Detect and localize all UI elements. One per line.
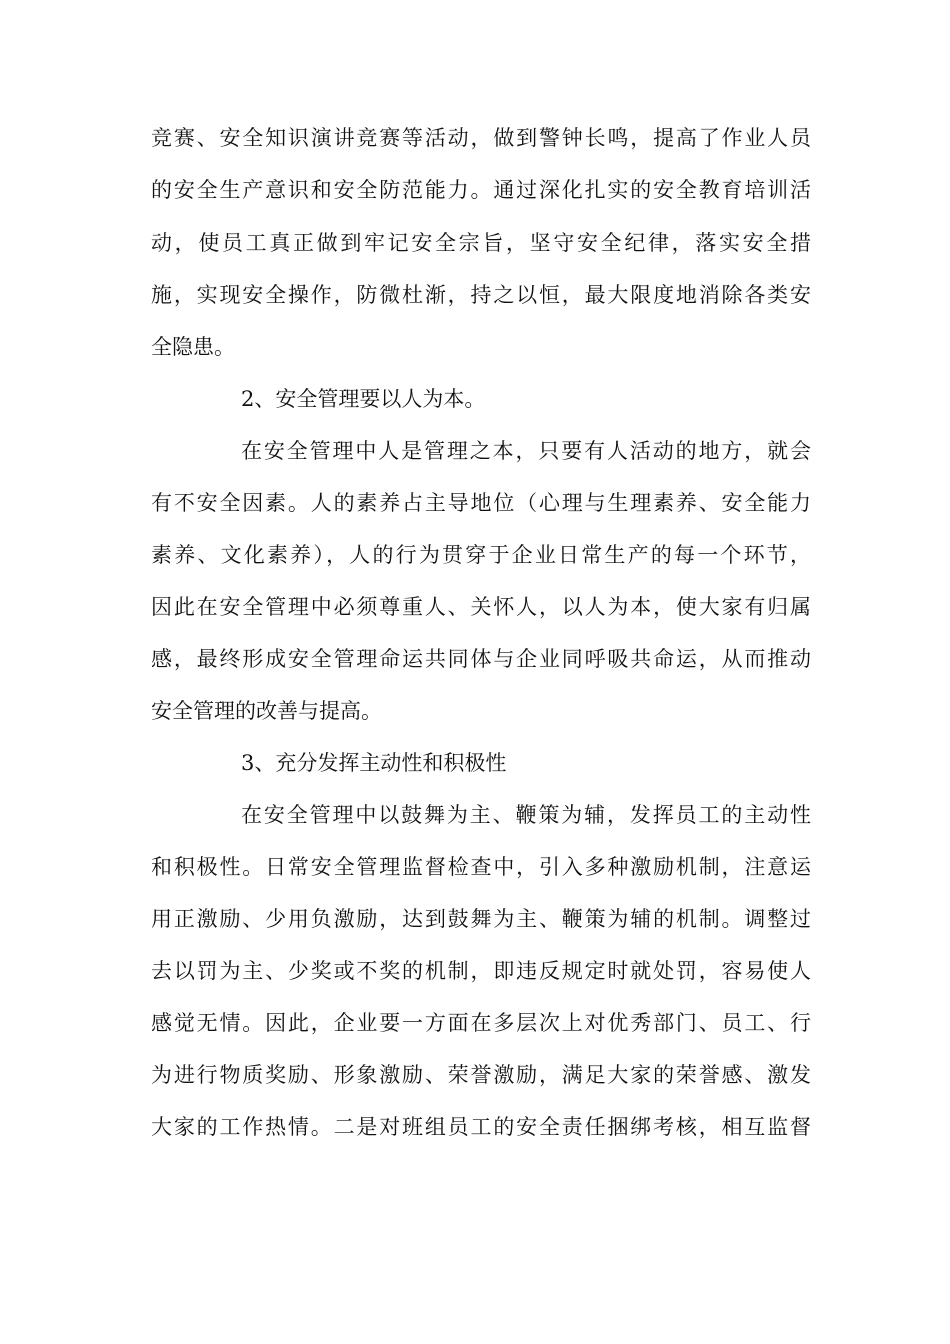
section-heading-2: 2、安全管理要以人为本。	[241, 387, 486, 411]
paragraph-3-line-3: 用正激励、少用负激励，达到鼓舞为主、鞭策为辅的机制。调整过	[151, 907, 811, 931]
paragraph-2-line-3: 素养、文化素养），人的行为贯穿于企业日常生产的每一个环节，	[151, 543, 811, 567]
paragraph-2-line-2: 有不安全因素。人的素养占主导地位（心理与生理素养、安全能力	[151, 491, 811, 515]
paragraph-3-line-7: 大家的工作热情。二是对班组员工的安全责任捆绑考核，相互监督	[151, 1115, 811, 1139]
paragraph-1-line-5: 全隐患。	[151, 335, 235, 359]
paragraph-2-line-6: 安全管理的改善与提高。	[151, 699, 382, 723]
paragraph-2-line-5: 感，最终形成安全管理命运共同体与企业同呼吸共命运，从而推动	[151, 647, 811, 671]
paragraph-1-line-2: 的安全生产意识和安全防范能力。通过深化扎实的安全教育培训活	[151, 178, 811, 202]
paragraph-3-line-6: 为进行物质奖励、形象激励、荣誉激励，满足大家的荣誉感、激发	[151, 1063, 811, 1087]
paragraph-3-line-1: 在安全管理中以鼓舞为主、鞭策为辅，发挥员工的主动性	[241, 803, 811, 827]
paragraph-3-line-4: 去以罚为主、少奖或不奖的机制，即违反规定时就处罚，容易使人	[151, 959, 811, 983]
section-heading-3: 3、充分发挥主动性和积极性	[241, 751, 507, 775]
paragraph-2-line-1: 在安全管理中人是管理之本，只要有人活动的地方，就会	[241, 439, 811, 463]
paragraph-3-line-5: 感觉无情。因此，企业要一方面在多层次上对优秀部门、员工、行	[151, 1011, 811, 1035]
paragraph-1-line-4: 施，实现安全操作，防微杜渐，持之以恒，最大限度地消除各类安	[151, 283, 811, 307]
paragraph-1-line-3: 动，使员工真正做到牢记安全宗旨，坚守安全纪律，落实安全措	[151, 231, 811, 255]
paragraph-1-line-1: 竞赛、安全知识演讲竞赛等活动，做到警钟长鸣，提高了作业人员	[151, 126, 811, 150]
paragraph-3-line-2: 和积极性。日常安全管理监督检查中，引入多种激励机制，注意运	[151, 855, 811, 879]
paragraph-2-line-4: 因此在安全管理中必须尊重人、关怀人，以人为本，使大家有归属	[151, 595, 811, 619]
